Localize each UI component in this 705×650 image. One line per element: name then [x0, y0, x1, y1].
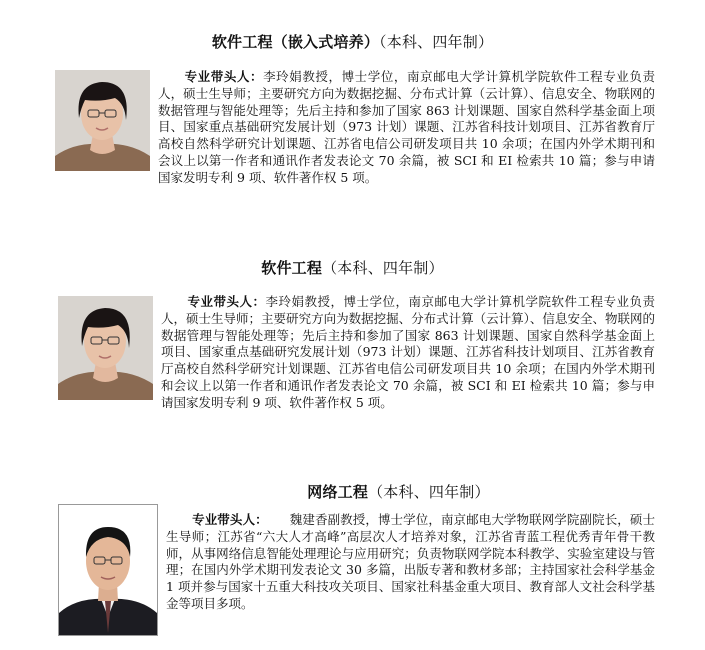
leader-photo	[55, 70, 150, 171]
section-software-embedded	[0, 32, 705, 187]
leader-photo	[58, 296, 153, 400]
portrait-female-icon	[58, 296, 153, 400]
major-name: 网络工程	[307, 483, 369, 501]
program-type: （本科、四年制）	[368, 483, 490, 501]
leader-label: 专业带头人：	[192, 512, 268, 527]
leader-label: 专业带头人：	[187, 294, 266, 309]
section-body	[0, 502, 705, 613]
section-software	[0, 258, 705, 412]
program-type: （本科、四年制）	[322, 259, 444, 277]
section-title	[0, 32, 705, 52]
section-body	[0, 278, 705, 412]
leader-label: 专业带头人：	[184, 69, 264, 84]
major-name: 软件工程（嵌入式培养）	[211, 33, 380, 51]
leader-description: 李玲娟教授，博士学位，南京邮电大学计算机学院软件工程专业负责人，硕士生导师；主要研究方向为数据挖掘、分布式计算（云计算）、信息安全、物联网的数据管理与智能处理等；先后主持和参加了国家 863 计划课题、国家自然科学基金面上项目、国家重点基础研究发展计划（973 计划）课题、江苏省科技计划项目、江苏省教育厅高校自然科学研究计划课题、江苏省电信公司研发项目共 10 余项；在国内外学术期刊和会议上以第一作者和通讯作者发表论文 70 余篇，被 SCI 和 EI 检索共 10 篇；参与申请国家发明专利 9 项、软件著作权 5 项。	[161, 294, 655, 410]
major-name: 软件工程	[261, 259, 323, 277]
program-type: （本科、四年制）	[379, 33, 494, 51]
portrait-female-icon	[55, 70, 150, 171]
section-network	[0, 482, 705, 636]
section-title	[0, 258, 705, 278]
section-title	[0, 482, 705, 502]
leader-description: 李玲娟教授，博士学位，南京邮电大学计算机学院软件工程专业负责人，硕士生导师；主要研究方向为数据挖掘、分布式计算（云计算）、信息安全、物联网的数据管理与智能处理等；先后主持和参加了国家 863 计划课题、国家自然科学基金面上项目、国家重点基础研究发展计划（973 计划）课题、江苏省科技计划项目、江苏省教育厅高校自然科学研究计划课题、江苏省电信公司研发项目共 10 余项；在国内外学术期刊和会议上以第一作者和通讯作者发表论文 70 余篇，被 SCI 和 EI 检索共 10 篇；参与申请国家发明专利 9 项、软件著作权 5 项。	[158, 69, 655, 185]
section-body	[0, 52, 705, 187]
leader-photo	[58, 504, 158, 636]
leader-description: 魏建香副教授，博士学位，南京邮电大学物联网学院副院长，硕士生导师；江苏省“六大人才高峰”高层次人才培养对象，江苏省青蓝工程优秀青年骨干教师，从事网络信息智能处理理论与应用研究；负责物联网学院本科教学、实验室建设与管理；在国内外学术期刊发表论文 30 多篇，出版专著和教材多部；主持国家社会科学基金 1 项并参与国家十五重大科技攻关项目、国家社科基金重大项目、教育部人文社会科学基金等项目多项。	[166, 512, 655, 611]
portrait-male-icon	[59, 505, 157, 635]
